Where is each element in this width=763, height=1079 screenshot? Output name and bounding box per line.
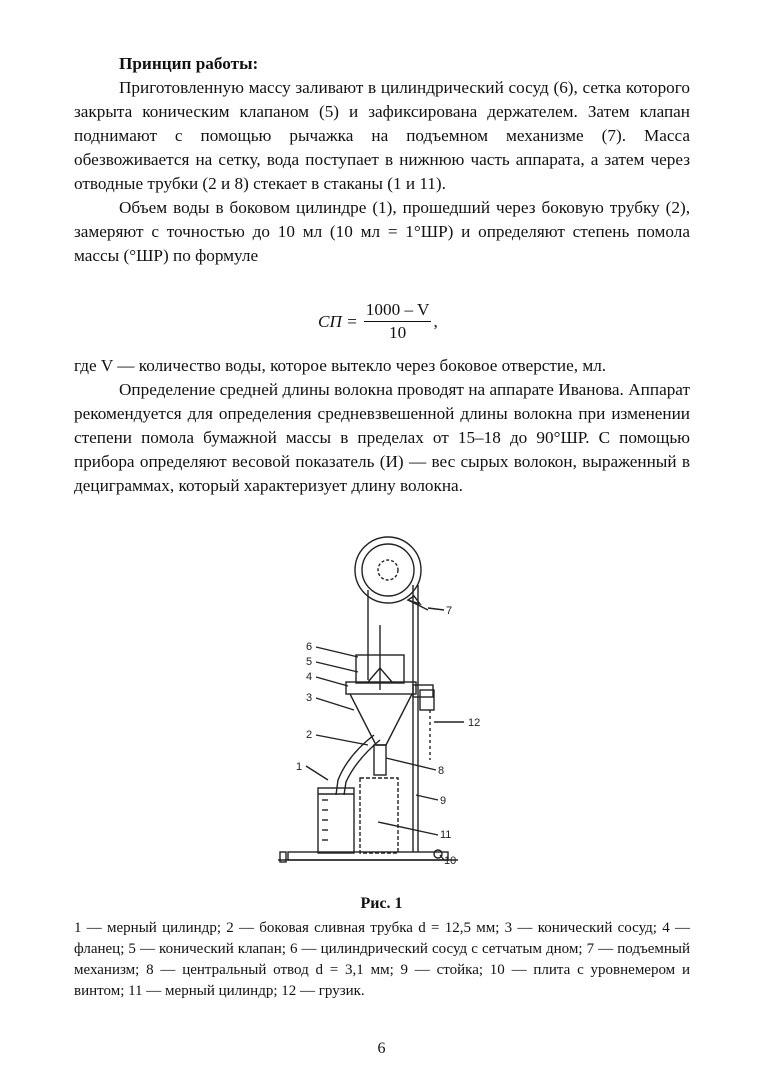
text-after-formula: [74, 354, 690, 498]
apparatus-drawing: [268, 530, 498, 880]
page-number: 6: [377, 1040, 386, 1057]
paragraph-fiber-length: Определение средней длины волокна проводят на аппарате Иванова. Аппарат рекомендуется для определения средневзвешенной длины волокна при изменении степени помола бумажной массы в пределах от 15–18 до 90°ШР. С помощью прибора определяют весовой показатель (И) — вес сырых волокон, выраженный в дециграммах, который характеризует длину волокна.: [74, 380, 690, 495]
label-6: 6: [306, 641, 313, 653]
paragraph-volume: Объем воды в боковом цилиндре (1), прошедший через боковую трубку (2), замеряют с точностью до 10 мл (10 мл = 1°ШР) и определяют степень помола массы (°ШР) по формуле: [74, 198, 690, 265]
formula-fraction: [364, 300, 432, 344]
label-8: 8: [438, 765, 445, 777]
main-text: [74, 52, 690, 268]
label-11: 11: [440, 829, 452, 841]
figure-caption: 1 — мерный цилиндр; 2 — боковая сливная трубка d = 12,5 мм; 3 — конический сосуд; 4 — фланец; 5 — конический клапан; 6 — цилиндрический сосуд с сетчатым дном; 7 — подъемный механизм; 8 — центральный отвод d = 3,1 мм; 9 — стойка; 10 — плита с уровнемером и винтом; 11 — мерный цилиндр; 12 — грузик.: [74, 920, 690, 999]
formula-denominator: 10: [389, 323, 407, 342]
conical-vessel: [350, 694, 412, 745]
measuring-cylinder-right: [360, 778, 398, 853]
side-tube: [336, 735, 374, 795]
label-3: 3: [306, 692, 313, 704]
label-10: 10: [444, 855, 457, 867]
formula-trail: ,: [433, 312, 438, 331]
apparatus-figure: [268, 530, 498, 880]
label-4: 4: [306, 671, 313, 683]
pulley-wheel: [355, 537, 421, 603]
formula-lhs: СП =: [318, 312, 358, 331]
paragraph-where: где V — количество воды, которое вытекло через боковое отверстие, мл.: [74, 356, 607, 375]
label-5: 5: [306, 656, 313, 668]
central-outlet: [374, 745, 386, 775]
flange: [346, 682, 416, 694]
weight: [420, 690, 434, 710]
section-heading: Принцип работы:: [119, 54, 259, 73]
label-7: 7: [446, 605, 453, 617]
label-2: 2: [306, 729, 313, 741]
label-12: 12: [468, 717, 481, 729]
label-1: 1: [296, 761, 303, 773]
base-plate: [288, 852, 448, 860]
formula: [318, 300, 438, 344]
formula-numerator: 1000 – V: [364, 300, 432, 322]
paragraph-principle: Приготовленную массу заливают в цилиндрический сосуд (6), сетка которого закрыта коническим клапаном (5) и зафиксирована держателем. Затем клапан поднимают с помощью рычажка на подъемном механизме (7). Масса обезвоживается на сетку, вода поступает в нижнюю часть аппарата, а затем через отводные трубки (2 и 8) стекает в стаканы (1 и 11).: [74, 78, 690, 193]
label-9: 9: [440, 795, 447, 807]
figure-title: Рис. 1: [360, 895, 403, 912]
